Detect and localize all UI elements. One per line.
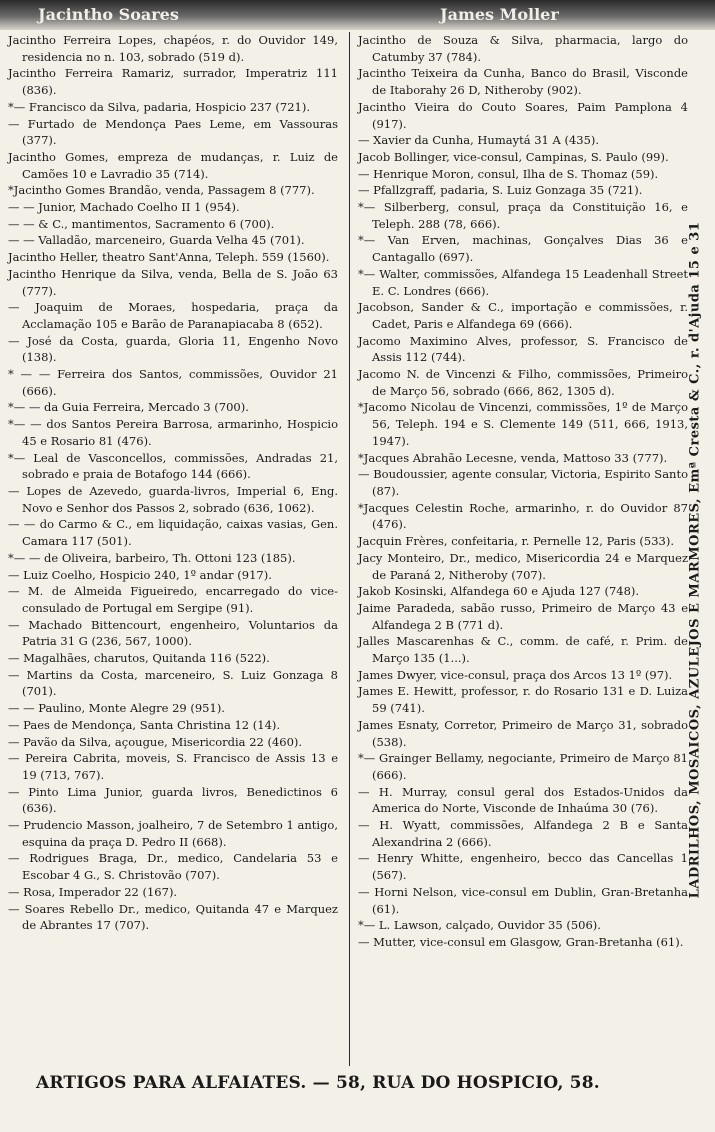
- directory-entry: *— Francisco da Silva, padaria, Hospicio 237 (721).: [8, 99, 311, 114]
- directory-entry: Jacy Monteiro, Dr., medico, Misericordia 24 e Marquez de Paraná 2, Nitheroby (707).: [358, 550, 688, 582]
- directory-entry: Jacintho Henrique da Silva, venda, Bella de S. João 63 (777).: [8, 266, 338, 298]
- directory-entry: James E. Hewitt, professor, r. do Rosario 131 e D. Luiza 59 (741).: [358, 684, 688, 716]
- directory-entry: — Pfallzgraff, padaria, S. Luiz Gonzaga 35 (721).: [358, 183, 643, 198]
- directory-entry: *— — dos Santos Pereira Barrosa, armarinho, Hospicio 45 e Rosario 81 (476).: [8, 417, 338, 448]
- directory-entry: — Lopes de Azevedo, guarda-livros, Imperial 6, Eng. Novo e Senhor dos Passos 2, sobrado (636, 1062).: [8, 483, 338, 515]
- directory-entry: — Luiz Coelho, Hospicio 240, 1º andar (917).: [8, 567, 272, 582]
- directory-entry: — Pavão da Silva, açougue, Misericordia 22 (460).: [8, 734, 303, 749]
- directory-entry: — Soares Rebello Dr., medico, Quitanda 47 e Marquez de Abrantes 17 (707).: [8, 901, 338, 933]
- directory-entry: — Joaquim de Moraes, hospedaria, praça da Acclamação 105 e Barão de Paranapiacaba 8 (652).: [8, 300, 338, 331]
- directory-entry: — Xavier da Cunha, Humaytá 31 A (435).: [358, 133, 600, 148]
- directory-entry: Jacob Bollinger, vice-consul, Campinas, S. Paulo (99).: [358, 149, 669, 164]
- directory-entry: *— — de Oliveira, barbeiro, Th. Ottoni 123 (185).: [8, 550, 296, 565]
- directory-entry: — M. de Almeida Figueiredo, encarregado do vice-consulado de Portugal em Sergipe (91).: [8, 584, 338, 615]
- directory-entry: Jacomo Maximino Alves, professor, S. Francisco de Assis 112 (744).: [358, 333, 688, 365]
- directory-entry: Jacintho Vieira do Couto Soares, Paim Pamplona 4 (917).: [358, 99, 688, 131]
- directory-entry: Jacobson, Sander & C., importação e commissões, r. Cadet, Paris e Alfandega 69 (666).: [358, 300, 688, 331]
- right-column: [358, 32, 688, 951]
- directory-entry: *— Van Erven, machinas, Gonçalves Dias 36 e Cantagallo (697).: [358, 233, 688, 265]
- side-advertisement: [678, 60, 712, 1060]
- directory-entry: *Jacomo Nicolau de Vincenzi, commissões, 1º de Março 56, Teleph. 194 e S. Clemente 149 (511, 666, 1913, 1947).: [358, 400, 688, 448]
- footer-advertisement: ARTIGOS PARA ALFAIATES. — 58, RUA DO HOSPICIO, 58.: [36, 1073, 600, 1093]
- directory-entry: — Boudoussier, agente consular, Victoria, Espirito Santo (87).: [358, 467, 688, 498]
- directory-entry: Jacintho Ferreira Lopes, chapéos, r. do Ouvidor 149, residencia no n. 103, sobrado (519 d).: [8, 33, 338, 64]
- directory-entry: — H. Wyatt, commissões, Alfandega 2 B e Santa Alexandrina 2 (666).: [358, 818, 688, 849]
- directory-entry: *— Walter, commissões, Alfandega 15 Leadenhall Street E. C. Londres (666).: [358, 266, 688, 298]
- directory-entry: — — Valladão, marceneiro, Guarda Velha 45 (701).: [8, 233, 305, 248]
- directory-entry: *— Silberberg, consul, praça da Constituição 16, e Teleph. 288 (78, 666).: [358, 200, 688, 231]
- directory-entry: — Henrique Moron, consul, Ilha de S. Thomaz (59).: [358, 166, 659, 181]
- directory-entry: Jacomo N. de Vincenzi & Filho, commissões, Primeiro de Março 56, sobrado (666, 862, 1305 d).: [358, 367, 688, 398]
- directory-entry: — Mutter, vice-consul em Glasgow, Gran-Bretanha (61).: [358, 934, 684, 949]
- directory-entry: *Jacques Abrahão Lecesne, venda, Mattoso 33 (777).: [358, 450, 668, 465]
- directory-entry: — Horni Nelson, vice-consul em Dublin, Gran-Bretanha (61).: [358, 884, 688, 916]
- directory-entry: *— L. Lawson, calçado, Ouvidor 35 (506).: [358, 918, 601, 933]
- directory-entry: — Magalhães, charutos, Quitanda 116 (522).: [8, 651, 270, 666]
- directory-entry: — — do Carmo & C., em liquidação, caixas vasias, Gen. Camara 117 (501).: [8, 517, 338, 549]
- page-header: [0, 0, 715, 30]
- directory-entry: — Rodrigues Braga, Dr., medico, Candelaria 53 e Escobar 4 G., S. Christovão (707).: [8, 851, 338, 883]
- directory-entry: *— Leal de Vasconcellos, commissões, Andradas 21, sobrado e praia de Botafogo 144 (666).: [8, 450, 338, 482]
- directory-entry: Jaime Paradeda, sabão russo, Primeiro de Março 43 e Alfandega 2 B (771 d).: [358, 600, 688, 632]
- directory-entry: *Jacques Celestin Roche, armarinho, r. do Ouvidor 87 (476).: [358, 500, 688, 532]
- directory-entry: Jakob Kosinski, Alfandega 60 e Ajuda 127 (748).: [358, 584, 640, 599]
- directory-entry: — Martins da Costa, marceneiro, S. Luiz Gonzaga 8 (701).: [8, 667, 338, 699]
- directory-entry: James Dwyer, vice-consul, praça dos Arcos 13 1º (97).: [358, 667, 673, 682]
- directory-entry: — Rosa, Imperador 22 (167).: [8, 884, 178, 899]
- directory-entry: — Prudencio Masson, joalheiro, 7 de Setembro 1 antigo, esquina da praça D. Pedro II (668).: [8, 818, 338, 849]
- directory-entry: — Paes de Mendonça, Santa Christina 12 (14).: [8, 717, 281, 732]
- directory-entry: — — & C., mantimentos, Sacramento 6 (700).: [8, 216, 275, 231]
- directory-entry: — José da Costa, guarda, Gloria 11, Engenho Novo (138).: [8, 333, 338, 365]
- directory-entry: Jalles Mascarenhas & C., comm. de café, r. Prim. de Março 135 (1...).: [358, 634, 688, 666]
- directory-entry: * — — Ferreira dos Santos, commissões, Ouvidor 21 (666).: [8, 367, 338, 398]
- directory-entry: *— Grainger Bellamy, negociante, Primeiro de Março 81 (666).: [358, 751, 688, 782]
- header-right-title: James Moller: [440, 5, 559, 24]
- column-divider: [349, 32, 350, 1066]
- directory-entry: *Jacintho Gomes Brandão, venda, Passagem 8 (777).: [8, 183, 315, 198]
- directory-entry: Jacintho Ferreira Ramariz, surrador, Imperatriz 111 (836).: [8, 66, 338, 98]
- directory-entry: Jacintho Teixeira da Cunha, Banco do Brasil, Visconde de Itaborahy 26 D, Nitheroby (902).: [358, 66, 688, 98]
- directory-entry: — Furtado de Mendonça Paes Leme, em Vassouras (377).: [8, 116, 338, 148]
- left-column: [8, 32, 338, 934]
- directory-entry: Jacquin Frères, confeitaria, r. Pernelle 12, Paris (533).: [358, 534, 674, 549]
- directory-entry: *— — da Guia Ferreira, Mercado 3 (700).: [8, 400, 249, 415]
- directory-entry: — — Junior, Machado Coelho II 1 (954).: [8, 200, 240, 215]
- directory-entry: Jacintho de Souza & Silva, pharmacia, largo do Catumby 37 (784).: [358, 33, 688, 64]
- directory-entry: Jacintho Gomes, empreza de mudanças, r. Luiz de Camões 10 e Lavradio 35 (714).: [8, 149, 338, 181]
- directory-entry: — Pereira Cabrita, moveis, S. Francisco de Assis 13 e 19 (713, 767).: [8, 751, 338, 782]
- directory-entry: — Henry Whitte, engenheiro, becco das Cancellas 1 (567).: [358, 851, 688, 883]
- side-advertisement-text: LADRILHOS, MOSAICOS, AZULEJOS E MARMORES, Emª Cresta & C., r. d'Ajuda 15 e 31: [687, 221, 703, 899]
- header-left-title: Jacintho Soares: [38, 5, 179, 24]
- directory-entry: Jacintho Heller, theatro Sant'Anna, Teleph. 559 (1560).: [8, 250, 330, 265]
- directory-entry: — Pinto Lima Junior, guarda livros, Benedictinos 6 (636).: [8, 784, 338, 816]
- directory-entry: — — Paulino, Monte Alegre 29 (951).: [8, 701, 225, 716]
- directory-entry: — H. Murray, consul geral dos Estados-Unidos da America do Norte, Visconde de Inhaúma 30 (76).: [358, 784, 688, 816]
- directory-entry: James Esnaty, Corretor, Primeiro de Março 31, sobrado (538).: [358, 717, 688, 749]
- directory-entry: — Machado Bittencourt, engenheiro, Voluntarios da Patria 31 G (236, 567, 1000).: [8, 617, 338, 649]
